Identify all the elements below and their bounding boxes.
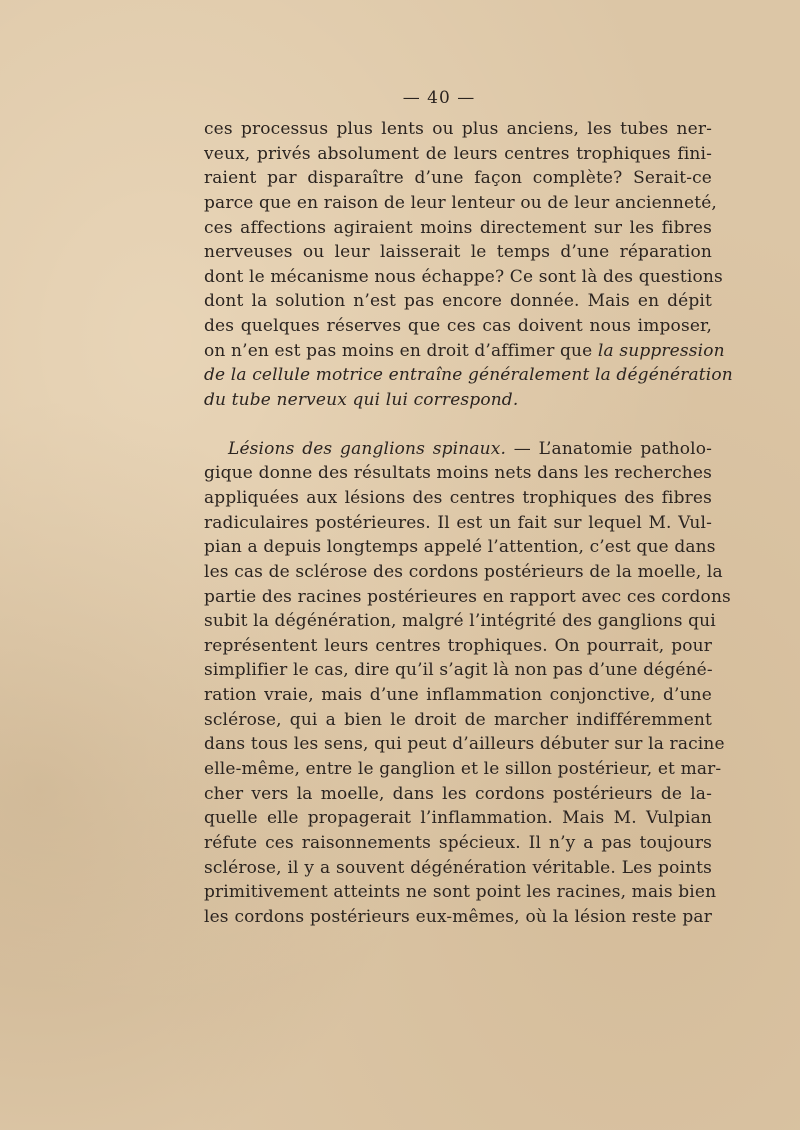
- text-line: primitivement atteints ne sont point les racines, mais bien: [204, 882, 717, 903]
- text-line: dans tous les sens, qui peut d’ailleurs débuter sur la racine: [204, 734, 725, 755]
- text-line: nerveuses ou leur laisserait le temps d’une réparation: [204, 242, 712, 263]
- text-line: réfute ces raisonnements spécieux. Il n’y a pas toujours: [204, 832, 712, 853]
- text-line: quelle elle propagerait l’inflammation. Mais M. Vulpian: [204, 808, 712, 829]
- text-plain: on n’en est pas moins en droit d’affimer que: [204, 340, 598, 361]
- text-line: des quelques réserves que ces cas doivent nous imposer,: [204, 316, 712, 337]
- text-line: ces affections agiraient moins directement sur les fibres: [204, 217, 712, 238]
- text-line-italic: [204, 363, 733, 388]
- text-line: ces processus plus lents ou plus anciens, les tubes ner-: [204, 119, 712, 139]
- text-line: les cordons postérieurs eux-mêmes, où la lésion reste par: [204, 906, 712, 927]
- text-line: les cas de sclérose des cordons postérieurs de la moelle, la: [204, 561, 723, 582]
- text-line: pian a depuis longtemps appelé l’attention, c’est que dans: [204, 537, 716, 558]
- text-line: radiculaires postérieures. Il est un fait sur lequel M. Vul-: [204, 512, 712, 533]
- paragraph-2: [204, 437, 731, 930]
- text-line: subit la dégénération, malgré l’intégrité des ganglions qui: [204, 611, 716, 632]
- text-plain: — L’anatomie patholo-: [506, 438, 713, 459]
- text-line: veux, privés absolument de leurs centres trophiques fini-: [204, 143, 712, 164]
- text-line: sclérose, qui a bien le droit de marcher indifféremment: [204, 709, 712, 730]
- text-line: ration vraie, mais d’une inflammation conjonctive, d’une: [204, 685, 712, 706]
- text-line-italic: [204, 388, 712, 413]
- text-line: raient par disparaître d’une façon complète? Serait-ce: [204, 168, 712, 189]
- text-italic: du tube nerveux qui lui correspond.: [204, 390, 519, 411]
- section-heading: Lésions des ganglions spinaux.: [228, 438, 507, 459]
- page-number: — 40 —: [402, 88, 476, 108]
- text-line: partie des racines postérieures en rapport avec ces cordons: [204, 586, 731, 607]
- text-line: simplifier le cas, dire qu’il s’agit là non pas d’une dégéné-: [204, 660, 713, 681]
- paragraph-gap: [204, 413, 712, 437]
- text-line: gique donne des résultats moins nets dans les recherches: [204, 463, 712, 484]
- text-line: représentent leurs centres trophiques. On pourrait, pour: [204, 635, 712, 656]
- body-text: [204, 117, 733, 930]
- text-italic: de la cellule motrice entraîne généralement la dégénération: [204, 365, 733, 386]
- text-line: parce que en raison de leur lenteur ou de leur ancienneté,: [204, 192, 717, 213]
- text-line: dont le mécanisme nous échappe? Ce sont là des questions: [204, 266, 723, 287]
- text-line: sclérose, il y a souvent dégénération véritable. Les points: [204, 857, 712, 878]
- text-line: elle-même, entre le ganglion et le sillon postérieur, et mar-: [204, 759, 722, 780]
- text-line: cher vers la moelle, dans les cordons postérieurs de la-: [204, 783, 712, 804]
- text-line: dont la solution n’est pas encore donnée. Mais en dépit: [204, 291, 712, 312]
- text-line: appliquées aux lésions des centres trophiques des fibres: [204, 487, 712, 508]
- text-line: [204, 437, 712, 462]
- paragraph-1: [204, 117, 733, 413]
- text-italic: la suppression: [597, 340, 725, 361]
- text-line: [204, 339, 725, 364]
